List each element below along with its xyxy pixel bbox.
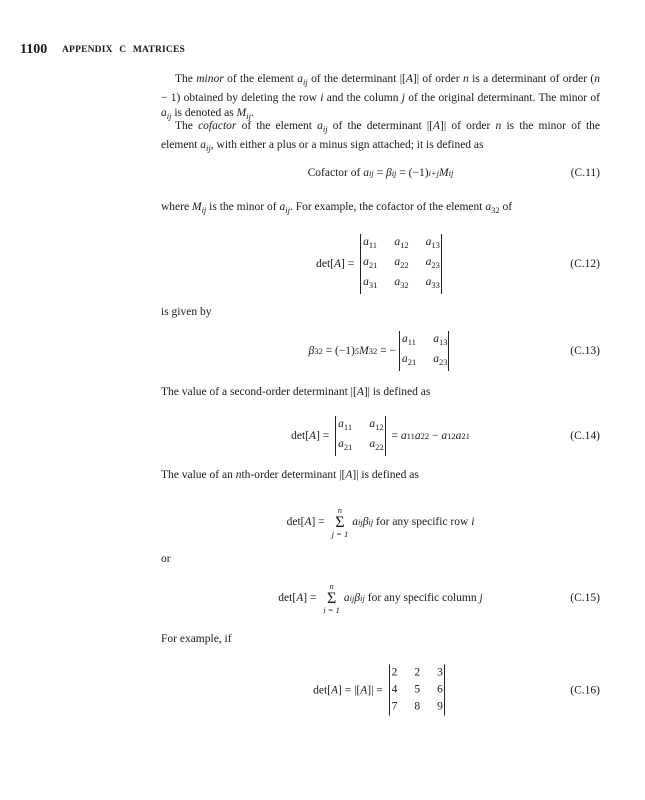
text: and the column — [323, 91, 402, 104]
determinant-entry — [384, 274, 415, 294]
text: det[ — [278, 592, 297, 604]
superscript: i+j — [428, 168, 440, 178]
text: , with either a plus or a minus sign attached; it is defined as — [210, 138, 484, 151]
subscript: ij — [322, 124, 328, 134]
determinant-entry — [361, 274, 384, 294]
text: is a determinant of order ( — [468, 73, 595, 85]
equation-c14 — [161, 416, 600, 456]
subscript: 12 — [447, 431, 456, 441]
subscript: 32 — [314, 346, 323, 356]
paragraph-second-order — [161, 385, 600, 401]
text: The value of a second-order determinant |[ — [161, 386, 357, 398]
paragraph-where — [161, 200, 600, 219]
text: th-order determinant |[ — [241, 469, 346, 481]
determinant-entry — [427, 682, 444, 699]
math-symbol: n — [594, 73, 601, 85]
math-symbol: A — [433, 120, 441, 132]
determinant-row — [400, 331, 449, 351]
equation-number: (C.14) — [570, 430, 600, 442]
subscript: 21 — [343, 442, 353, 452]
determinant-row — [390, 699, 444, 716]
determinant — [335, 416, 386, 456]
text: det[ — [291, 430, 310, 442]
math-symbol: a — [433, 353, 439, 365]
text: ]| = — [367, 684, 386, 696]
math-symbol: A — [309, 430, 317, 442]
subscript: 33 — [431, 280, 440, 290]
math-symbol: i — [320, 91, 324, 104]
text: ] = — [311, 516, 328, 528]
subscript: ij — [448, 168, 454, 178]
subscript: 12 — [400, 240, 409, 250]
math-symbol: a — [369, 438, 376, 450]
math-symbol: a — [425, 256, 432, 268]
equation-body — [161, 331, 600, 371]
math-symbol: M — [439, 167, 449, 179]
math-symbol: j — [401, 91, 405, 104]
math-symbol: a — [455, 430, 462, 442]
summation-sign: Σ — [335, 513, 345, 531]
math-symbol: a — [414, 430, 421, 442]
text: ]| of order — [412, 73, 463, 85]
subscript: 21 — [368, 260, 378, 270]
equation-body — [161, 506, 600, 538]
subscript: ij — [349, 593, 355, 603]
text: − — [429, 430, 442, 442]
determinant-entry — [416, 274, 441, 294]
determinant-entry — [423, 331, 448, 351]
subscript: ij — [166, 111, 172, 122]
math-symbol: M — [359, 345, 369, 357]
math-symbol: a — [401, 333, 408, 345]
determinant-entry — [400, 331, 423, 351]
math-symbol: M — [236, 107, 247, 120]
math-symbol: a — [297, 73, 303, 85]
math-symbol: a — [279, 201, 286, 213]
determinant-entry — [404, 665, 427, 682]
text: is denoted as — [171, 107, 237, 120]
determinant-entry — [404, 699, 427, 716]
math-symbol: a — [343, 592, 350, 604]
running-title: APPENDIX C MATRICES — [62, 45, 185, 55]
math-symbol: j — [479, 592, 483, 604]
text: det[ — [313, 684, 331, 696]
summation-sign: Σ — [326, 589, 337, 607]
text: 5 — [414, 683, 421, 696]
math-symbol: a — [200, 138, 207, 151]
subscript: 23 — [438, 357, 448, 367]
text: of the determinant |[ — [307, 73, 406, 85]
determinant-entry — [416, 254, 441, 274]
text: Cofactor of — [307, 167, 364, 179]
text: ]| of order — [440, 120, 496, 132]
subscript: 11 — [343, 422, 353, 432]
equation-body — [161, 665, 600, 716]
determinant-entry — [390, 665, 405, 682]
determinant-row — [390, 682, 444, 699]
subscript: ij — [368, 517, 374, 527]
text: For example, if — [161, 633, 232, 645]
determinant — [389, 665, 445, 716]
subscript: 21 — [461, 431, 470, 441]
determinant-row — [361, 234, 441, 254]
math-symbol: M — [191, 201, 202, 213]
determinant-entry — [361, 234, 384, 254]
subscript: 32 — [368, 346, 378, 356]
subscript: ij — [246, 111, 251, 122]
equation-body — [161, 582, 600, 614]
subscript: ij — [285, 205, 290, 215]
math-symbol: A — [296, 592, 304, 604]
text: = — [373, 167, 386, 179]
subscript: ij — [368, 168, 374, 178]
math-symbol: a — [338, 438, 344, 450]
text: of the element — [223, 73, 298, 85]
determinant-entry — [427, 665, 444, 682]
subscript: ij — [391, 168, 397, 178]
subscript: ij — [357, 517, 363, 527]
equation-number: (C.16) — [570, 684, 600, 696]
math-symbol: a — [425, 276, 432, 288]
text: ] = — [341, 258, 358, 270]
text: . — [250, 107, 254, 120]
equation-number: (C.11) — [570, 167, 600, 179]
determinant-entry — [384, 254, 415, 274]
math-symbol: A — [360, 684, 368, 696]
math-symbol: a — [400, 430, 407, 442]
math-symbol: minor — [196, 73, 224, 85]
math-symbol: a — [394, 236, 401, 248]
determinant-row — [361, 254, 441, 274]
subscript: 11 — [407, 337, 416, 347]
math-symbol: a — [425, 236, 432, 248]
text: det[ — [286, 516, 305, 528]
determinant-entry — [359, 436, 384, 456]
subscript: 32 — [400, 280, 409, 290]
text: 8 — [414, 700, 421, 713]
text: 3 — [437, 666, 443, 679]
math-symbol: β — [385, 167, 392, 179]
math-symbol: a — [441, 430, 448, 442]
text: ] = — [316, 430, 333, 442]
page-number: 1100 — [20, 42, 48, 57]
paragraph-cofactor-definition — [161, 119, 600, 156]
math-symbol: a — [485, 201, 492, 213]
math-symbol: a — [394, 276, 401, 288]
determinant-entry — [359, 416, 384, 436]
math-symbol: i — [471, 516, 475, 528]
text: = (−1) — [322, 345, 355, 357]
math-symbol: β — [308, 345, 315, 357]
paragraph-nth-order — [161, 468, 600, 484]
math-symbol: A — [356, 386, 364, 398]
math-symbol: A — [345, 469, 353, 481]
text: The value of an — [161, 469, 236, 481]
text: The — [175, 73, 197, 85]
text: 2 — [391, 666, 398, 679]
math-symbol: a — [369, 418, 376, 430]
math-symbol: cofactor — [198, 120, 237, 132]
math-symbol: a — [352, 516, 358, 528]
math-symbol: n — [495, 120, 502, 132]
subscript: ij — [206, 142, 211, 153]
math-symbol: n — [235, 469, 242, 481]
math-symbol: a — [363, 167, 369, 179]
text: ]| is defined as — [352, 469, 419, 481]
text: The — [175, 120, 199, 132]
text: is the minor of — [206, 201, 280, 213]
subscript: 23 — [431, 260, 440, 270]
math-symbol: a — [363, 276, 369, 288]
math-symbol: a — [363, 236, 369, 248]
equation-row-expansion — [161, 506, 600, 538]
equation-c12 — [161, 234, 600, 294]
equation-c11 — [161, 167, 600, 179]
determinant-entry — [384, 234, 415, 254]
determinant-entry — [416, 234, 441, 254]
math-symbol: a — [394, 256, 401, 268]
text: of the original determinant. The minor of — [404, 91, 600, 104]
math-symbol: a — [338, 418, 344, 430]
superscript: 5 — [354, 346, 360, 356]
text: = − — [377, 345, 396, 357]
subscript: 32 — [491, 205, 500, 215]
subscript: 21 — [407, 357, 417, 367]
math-symbol: A — [405, 73, 413, 85]
summation-lower-limit: j = 1 — [331, 528, 349, 539]
determinant — [399, 331, 450, 371]
text: = — [388, 430, 401, 442]
subscript: 11 — [368, 240, 378, 250]
subscript: ij — [302, 77, 308, 87]
determinant-entry — [404, 682, 427, 699]
equation-body — [161, 416, 600, 456]
summation-upper-limit: n — [329, 581, 334, 591]
determinant-row — [336, 416, 385, 436]
subscript: 13 — [438, 337, 448, 347]
text: 6 — [437, 683, 443, 696]
determinant-entry — [336, 436, 359, 456]
subscript: 22 — [375, 442, 384, 452]
subscript: ij — [201, 205, 207, 215]
paragraph-for-example — [161, 632, 600, 648]
subscript: 13 — [431, 240, 440, 250]
math-symbol: a — [363, 256, 369, 268]
determinant-entry — [400, 351, 423, 371]
subscript: 11 — [406, 431, 415, 441]
text: for any specific row — [373, 516, 472, 528]
text: 7 — [391, 700, 398, 713]
paragraph-given-by — [161, 305, 600, 321]
text: of the element — [236, 120, 318, 132]
equation-c13 — [161, 331, 600, 371]
determinant-row — [400, 351, 449, 371]
text: or — [161, 553, 171, 565]
equation-c15 — [161, 582, 600, 614]
paragraph-or — [161, 552, 600, 568]
text: − 1) obtained by deleting the row — [161, 91, 321, 104]
text: ] = — [303, 592, 320, 604]
equation-body — [161, 234, 600, 294]
subscript: 22 — [400, 260, 409, 270]
text: of the determinant |[ — [327, 120, 433, 132]
determinant-row — [361, 274, 441, 294]
determinant — [360, 234, 442, 294]
text: 4 — [391, 683, 398, 696]
math-symbol: A — [304, 516, 312, 528]
determinant-entry — [423, 351, 448, 371]
summation — [332, 506, 349, 538]
subscript: 22 — [420, 431, 430, 441]
equation-c16 — [161, 665, 600, 716]
equation-number: (C.12) — [570, 258, 600, 270]
text: . For example, the cofactor of the element — [289, 201, 486, 213]
determinant-entry — [390, 699, 405, 716]
text: of — [499, 201, 513, 213]
math-symbol: β — [362, 516, 369, 528]
summation-lower-limit: i = 1 — [323, 604, 340, 615]
text: 2 — [414, 666, 421, 679]
text: for any specific column — [364, 592, 480, 604]
determinant-entry — [336, 416, 359, 436]
determinant-entry — [427, 699, 444, 716]
math-symbol: a — [401, 353, 408, 365]
equation-number: (C.15) — [570, 592, 600, 604]
subscript: 31 — [368, 280, 378, 290]
determinant-row — [390, 665, 444, 682]
text: is given by — [161, 306, 212, 318]
math-symbol: a — [433, 333, 439, 345]
math-symbol: a — [317, 120, 323, 132]
subscript: ij — [360, 593, 365, 603]
determinant-entry — [390, 682, 405, 699]
paragraph-minor-definition — [161, 72, 600, 125]
text: = (−1) — [396, 167, 429, 179]
math-symbol: A — [334, 258, 342, 270]
determinant-row — [336, 436, 385, 456]
math-symbol: A — [331, 684, 339, 696]
text: ]| is defined as — [363, 386, 431, 398]
text: where — [161, 201, 192, 213]
text: ] = |[ — [338, 684, 361, 696]
equation-number: (C.13) — [570, 345, 600, 357]
equation-body — [161, 167, 600, 179]
math-symbol: n — [462, 73, 469, 85]
summation — [323, 582, 340, 614]
subscript: 12 — [375, 422, 384, 432]
math-symbol: a — [161, 107, 167, 120]
text: det[ — [316, 258, 335, 270]
math-symbol: β — [354, 592, 361, 604]
summation-upper-limit: n — [337, 505, 343, 515]
text: is the minor of the element — [161, 120, 600, 151]
determinant-entry — [361, 254, 384, 274]
text: 9 — [437, 700, 443, 713]
